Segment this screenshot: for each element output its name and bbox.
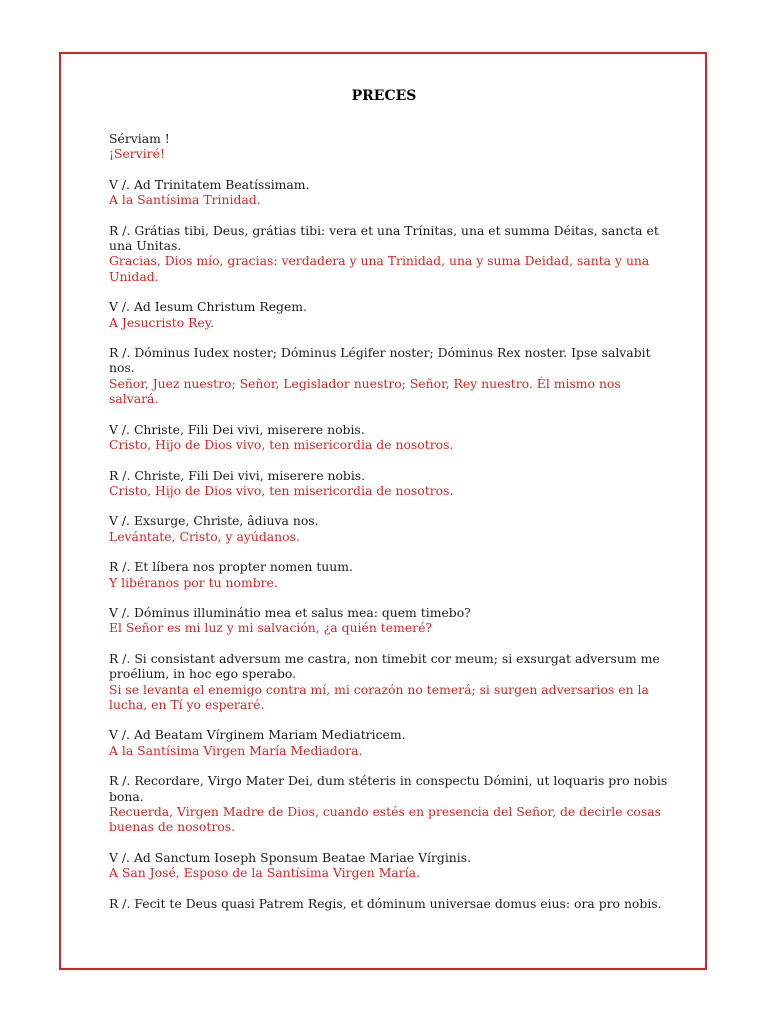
- prayer-block: [109, 651, 669, 713]
- latin-text: V /. Dóminus illuminátio mea et salus mea: quem timebo?: [109, 604, 471, 620]
- page-title: PRECES: [351, 88, 417, 104]
- prayer-block: [109, 727, 669, 758]
- spanish-translation: El Señor es mi luz y mi salvación, ¿a quién temeré?: [109, 620, 433, 636]
- spanish-translation: Recuerda, Virgen Madre de Dios, cuando estés en presencia del Señor, de decirle cosas buenas de nosotros.: [109, 804, 661, 835]
- prayer-block: [109, 177, 669, 208]
- spanish-translation: ¡Serviré!: [109, 146, 165, 162]
- spanish-translation: A la Santísima Virgen María Mediadora.: [109, 742, 363, 758]
- latin-text: R /. Fecit te Deus quasi Patrem Regis, et dóminum universae domus eius: ora pro nobis.: [109, 895, 662, 911]
- prayer-block: [109, 345, 669, 407]
- spanish-translation: Levántate, Cristo, y ayúdanos.: [109, 528, 300, 544]
- latin-text: R /. Recordare, Virgo Mater Dei, dum stéteris in conspectu Dómini, ut loquaris pro nobis bona.: [109, 773, 668, 804]
- latin-text: Sérviam !: [109, 131, 170, 146]
- latin-text: V /. Exsurge, Christe, âdiuva nos.: [109, 513, 319, 529]
- prayer-block: [109, 513, 669, 544]
- latin-text: V /. Ad Beatam Vírginem Mariam Mediatricem.: [109, 727, 406, 743]
- prayer-block: [109, 850, 669, 881]
- prayer-block: [109, 605, 669, 636]
- latin-text: R /. Et líbera nos propter nomen tuum.: [109, 559, 353, 575]
- prayer-block: [109, 131, 669, 162]
- spanish-translation: Gracias, Dios mío, gracias: verdadera y una Trinidad, una y suma Deidad, santa y una Unidad.: [109, 253, 650, 284]
- latin-text: R /. Dóminus Iudex noster; Dóminus Légifer noster; Dóminus Rex noster. Ipse salvabit nos.: [109, 345, 651, 376]
- spanish-translation: Cristo, Hijo de Dios vivo, ten misericordia de nosotros.: [109, 482, 454, 498]
- latin-text: R /. Christe, Fili Dei vivi, miserere nobis.: [109, 467, 366, 483]
- latin-text: V /. Ad Sanctum Ioseph Sponsum Beatae Mariae Vírginis.: [109, 849, 472, 865]
- latin-text: V /. Ad Iesum Christum Regem.: [109, 299, 307, 315]
- spanish-translation: Cristo, Hijo de Dios vivo, ten misericordia de nosotros.: [109, 437, 454, 453]
- prayer-block: [109, 468, 669, 499]
- prayer-block: [109, 773, 669, 835]
- latin-text: V /. Christe, Fili Dei vivi, miserere nobis.: [109, 421, 365, 437]
- spanish-translation: A San José, Esposo de la Santísima Virgen María.: [109, 865, 420, 881]
- prayer-block: [109, 896, 669, 911]
- prayer-block: [109, 223, 669, 285]
- prayer-block: [109, 422, 669, 453]
- spanish-translation: Señor, Juez nuestro; Señor, Legislador nuestro; Señor, Rey nuestro. Él mismo nos salvará.: [109, 375, 621, 407]
- spanish-translation: A la Santísima Trinidad.: [109, 192, 261, 208]
- latin-text: R /. Si consistant adversum me castra, non timebit cor meum; si exsurgat adversum me proélium, in hoc ego sperabo.: [109, 650, 660, 682]
- spanish-translation: A Jesucristo Rey.: [109, 314, 215, 330]
- spanish-translation: Y libéranos por tu nombre.: [109, 574, 278, 590]
- spanish-translation: Si se levanta el enemigo contra mí, mi corazón no temerá; si surgen adversarios en la lucha, en Tí yo esperaré.: [109, 681, 649, 712]
- latin-text: V /. Ad Trinitatem Beatíssimam.: [109, 176, 310, 192]
- prayer-block: [109, 559, 669, 590]
- prayer-content: [109, 131, 669, 926]
- latin-text: R /. Grátias tibi, Deus, grátias tibi: vera et una Trínitas, una et summa Déitas, sancta et una Unitas.: [109, 222, 659, 254]
- prayer-block: [109, 299, 669, 330]
